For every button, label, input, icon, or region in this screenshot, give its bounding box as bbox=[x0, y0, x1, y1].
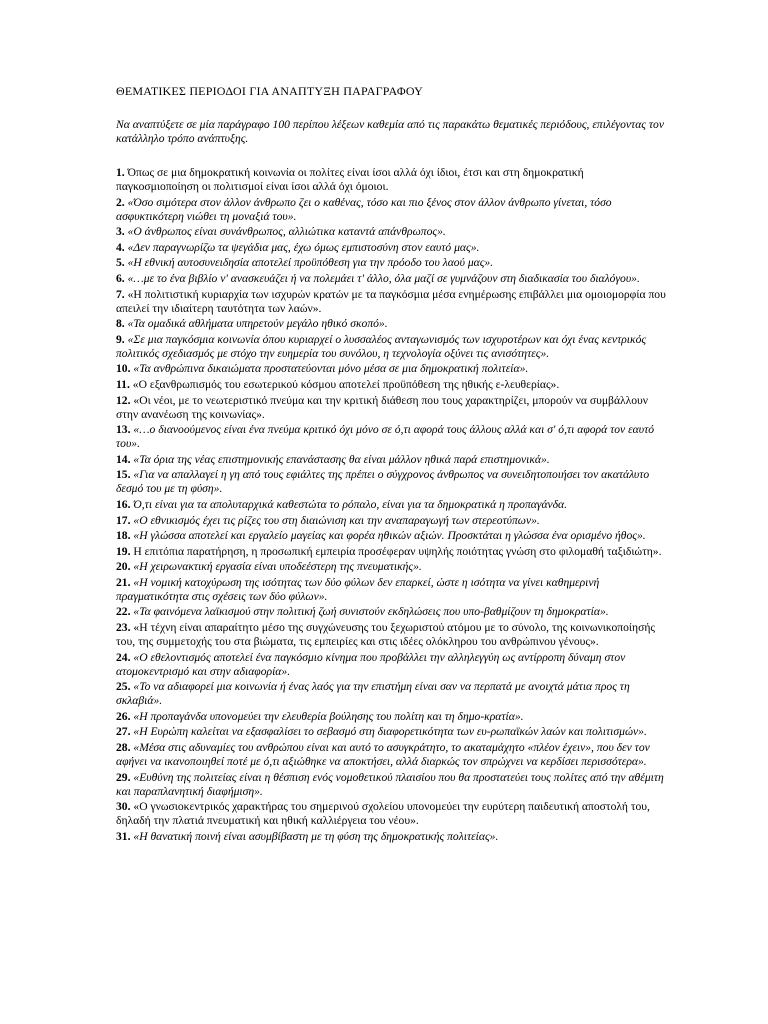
document-instructions: Να αναπτύξετε σε μία παράγραφο 100 περίπου λέξεων καθεμία από τις παρακάτω θεματικές περιόδους, επιλέγοντας τον κατάλληλο τρόπο ανάπτυξης. bbox=[116, 118, 664, 145]
topic-number: 2. bbox=[116, 195, 125, 209]
topic-item bbox=[116, 362, 668, 376]
topic-number: 20. bbox=[116, 560, 131, 574]
topic-text: «Η Ευρώπη καλείται να εξασφαλίσει το σεβασμό στη διαφορετικότητα των ευ-ρωπαϊκών λαών και πολιτισμών». bbox=[133, 725, 647, 739]
topic-item bbox=[116, 741, 668, 769]
topic-item bbox=[116, 394, 668, 422]
topic-text: «Τα ανθρώπινα δικαιώματα προστατεύονται μόνο μέσα σε μια δημοκρατική πολιτεία». bbox=[133, 362, 529, 376]
topic-text: «Τα όρια της νέας επιστημονικής επανάστασης θα είναι μάλλον ηθικά παρά επιστημονικά». bbox=[133, 452, 550, 466]
topic-item bbox=[116, 241, 668, 255]
topic-text: «Η εθνική αυτοσυνειδησία αποτελεί προϋπόθεση για την πρόοδο του λαού μας». bbox=[127, 256, 494, 270]
topic-item bbox=[116, 225, 668, 239]
topic-number: 9. bbox=[116, 332, 125, 346]
topic-item bbox=[116, 514, 668, 528]
topic-text: «Για να απαλλαγεί η γη από τους εφιάλτες της πρέπει ο σύγχρονος άνθρωπος να συνειδητοποιήσει τον ακατάλυτο δεσμό του με τη φύση». bbox=[116, 468, 650, 496]
topic-number: 13. bbox=[116, 423, 131, 437]
topic-number: 26. bbox=[116, 709, 131, 723]
topic-number: 5. bbox=[116, 256, 125, 270]
topic-number: 6. bbox=[116, 271, 125, 285]
topic-text: «Οι νέοι, με το νεωτεριστικό πνεύμα και την κριτική διάθεση που τους χαρακτηρίζει, μπορούν να συμβάλλουν στην ανανέωση της κοινωνίας». bbox=[116, 393, 649, 421]
topic-item bbox=[116, 800, 668, 828]
topic-text: «…με το ένα βιβλίο ν' ανασκευάζει ή να πολεμάει τ' άλλο, όλα μαζί σε γυμνάζουν στη διαδικασία του διαλόγου». bbox=[127, 271, 640, 285]
topic-number: 28. bbox=[116, 741, 131, 755]
topic-text: «Ο άνθρωπος είναι συνάνθρωπος, αλλιώτικα καταντά απάνθρωπος». bbox=[127, 225, 446, 239]
topic-item bbox=[116, 605, 668, 619]
topic-number: 30. bbox=[116, 800, 131, 814]
topic-number: 19. bbox=[116, 544, 131, 558]
topic-item bbox=[116, 317, 668, 331]
topic-number: 8. bbox=[116, 317, 125, 331]
topic-text: «Η τέχνη είναι απαραίτητο μέσο της συγχώνευσης του ξεχωριστού ατόμου με το σύνολο, της κοινωνικοποίησής του, της συμμετοχής του στα βιώματα, τις εμπειρίες και στις ιδέες ολόκληρου του ανθρώπινου γένους». bbox=[116, 621, 655, 649]
topic-number: 29. bbox=[116, 770, 131, 784]
topic-item bbox=[116, 545, 668, 559]
topic-text: «Ο εθνικισμός έχει τις ρίζες του στη διαιώνιση και την αναπαραγωγή των στερεοτύπων». bbox=[133, 513, 540, 527]
topic-item bbox=[116, 560, 668, 574]
topic-number: 31. bbox=[116, 829, 131, 843]
topic-item bbox=[116, 196, 668, 224]
topic-text: «Τα ομαδικά αθλήματα υπηρετούν μεγάλο ηθικό σκοπό». bbox=[127, 317, 388, 331]
topic-item bbox=[116, 621, 668, 649]
topic-item bbox=[116, 272, 668, 286]
topic-text: «Η προπαγάνδα υπονομεύει την ελευθερία βούλησης του πολίτη και τη δημο-κρατία». bbox=[133, 709, 524, 723]
topic-item bbox=[116, 378, 668, 392]
topic-number: 24. bbox=[116, 650, 131, 664]
topic-number: 7. bbox=[116, 287, 125, 301]
topic-number: 3. bbox=[116, 225, 125, 239]
topic-number: 15. bbox=[116, 468, 131, 482]
topic-text: «Η χειρωνακτική εργασία είναι υποδεέστερη της πνευματικής». bbox=[133, 560, 422, 574]
topic-text: «Η πολιτιστική κυριαρχία των ισχυρών κρατών με τα παγκόσμια μέσα ενημέρωσης επιβάλλει μια ομοιομορφία που απειλεί την ιδιαίτερη ταυτότητα των λαών». bbox=[116, 287, 666, 315]
topic-number: 17. bbox=[116, 513, 131, 527]
topic-item bbox=[116, 651, 668, 679]
topic-number: 14. bbox=[116, 452, 131, 466]
topic-text: «…ο διανοούμενος είναι ένα πνεύμα κριτικό όχι μόνο σε ό,τι αφορά τους άλλους αλλά και σ' ό,τι αφορά τον εαυτό του». bbox=[116, 423, 655, 451]
topic-item bbox=[116, 288, 668, 316]
topic-item bbox=[116, 423, 668, 451]
topic-item bbox=[116, 830, 668, 844]
topic-number: 10. bbox=[116, 362, 131, 376]
document-title: ΘΕΜΑΤΙΚΕΣ ΠΕΡΙΟΔΟΙ ΓΙΑ ΑΝΑΠΤΥΞΗ ΠΑΡΑΓΡΑΦΟΥ bbox=[116, 84, 424, 98]
topic-text: Ό,τι είναι για τα απολυταρχικά καθεστώτα το ρόπαλο, είναι για τα δημοκρατικά η προπαγάνδα. bbox=[133, 497, 568, 511]
topic-text: Η επιτόπια παρατήρηση, η προσωπική εμπειρία προσέφεραν υψηλής ποιότητας γνώση στο φιλομαθή ταξιδιώτη». bbox=[133, 544, 662, 558]
topic-item bbox=[116, 725, 668, 739]
topic-number: 11. bbox=[116, 377, 130, 391]
topic-text: «Το να αδιαφορεί μια κοινωνία ή ένας λαός για την επιστήμη είναι σαν να περπατά με ανοιχτά μάτια προς τη σκλαβιά». bbox=[116, 680, 630, 708]
topic-text: «Ο εξανθρωπισμός του εσωτερικού κόσμου αποτελεί προϋπόθεση της ηθικής ε-λευθερίας». bbox=[132, 377, 560, 391]
topic-text: «Η θανατική ποινή είναι ασυμβίβαστη με τη φύση της δημοκρατικής πολιτείας». bbox=[133, 829, 499, 843]
topic-item bbox=[116, 529, 668, 543]
topic-text: «Ευθύνη της πολιτείας είναι η θέσπιση ενός νομοθετικού πλαισίου που θα προστατεύει τους πολίτες από την αθέμιτη και παραπλανητική διαφήμιση». bbox=[116, 770, 664, 798]
topic-item bbox=[116, 453, 668, 467]
topic-item bbox=[116, 333, 668, 361]
topic-number: 1. bbox=[116, 166, 125, 179]
topic-number: 18. bbox=[116, 529, 131, 543]
topic-item bbox=[116, 771, 668, 799]
topic-text: «Ο γνωσιοκεντρικός χαρακτήρας του σημερινού σχολείου υπονομεύει την ευρύτερη παιδευτική αποστολή του, δηλαδή την πλατιά πνευματική και ηθική καλλιέργεια του νέου». bbox=[116, 800, 650, 828]
topic-number: 22. bbox=[116, 605, 131, 619]
topic-number: 4. bbox=[116, 240, 125, 254]
topic-text: «Τα φαινόμενα λαϊκισμού στην πολιτική ζωή συνιστούν εκδηλώσεις που υπο-βαθμίζουν τη δημοκρατία». bbox=[133, 605, 609, 619]
topic-list bbox=[116, 166, 668, 844]
topic-text: «Σε μια παγκόσμια κοινωνία όπου κυριαρχεί ο λυσσαλέος ανταγωνισμός των ισχυροτέρων και όχι ένας κεντρικός πολιτικός σχεδιασμός με στόχο την ευημερία του συνόλου, η τεχνολογία οξύνει τις ανισότητες». bbox=[116, 332, 647, 360]
topic-text: «Μέσα στις αδυναμίες του ανθρώπου είναι και αυτό το ασυγκράτητο, το ακαταμάχητο «πλέον έχειν», που δεν τον αφήνει να ικανοποιηθεί ποτέ με ό,τι αξιώθηκε να αποκτήσει, αλλά διαρκώς τον σπρώχνει να κερδίσει περισσότερα». bbox=[116, 741, 650, 769]
topic-text: «Ο εθελοντισμός αποτελεί ένα παγκόσμιο κίνημα που προβάλλει την αλληλεγγύη ως αντίρροπη δύναμη στον ατομοκεντρισμό και στην αδιαφορία». bbox=[116, 650, 626, 678]
topic-text: «Η γλώσσα αποτελεί και εργαλείο μαγείας και φορέα ηθικών αξιών. Προσκτάται η γλώσσα ένα ορισμένο ήθος». bbox=[133, 529, 646, 543]
topic-number: 27. bbox=[116, 725, 131, 739]
topic-number: 25. bbox=[116, 680, 131, 694]
topic-item bbox=[116, 498, 668, 512]
topic-text: «Δεν παραγνωρίζω τα ψεγάδια μας, έχω όμως εμπιστοσύνη στον εαυτό μας». bbox=[127, 240, 480, 254]
topic-text: Όπως σε μια δημοκρατική κοινωνία οι πολίτες είναι ίσοι αλλά όχι ίδιοι, έτσι και στη δημοκρατική παγκοσμιοποίηση οι πολιτισμοί είναι ίσοι αλλά όχι όμοιοι. bbox=[116, 166, 584, 193]
topic-item bbox=[116, 256, 668, 270]
topic-number: 23. bbox=[116, 621, 131, 635]
topic-text: «Η νομική κατοχύρωση της ισότητας των δύο φύλων δεν επαρκεί, ώστε η ισότητα να γίνει καθημερινή πραγματικότητα στις σχέσεις των δύο φύλων». bbox=[116, 575, 600, 603]
topic-item bbox=[116, 468, 668, 496]
topic-item bbox=[116, 680, 668, 708]
topic-number: 21. bbox=[116, 575, 131, 589]
topic-item bbox=[116, 166, 668, 194]
topic-number: 12. bbox=[116, 393, 131, 407]
topic-item bbox=[116, 710, 668, 724]
topic-number: 16. bbox=[116, 497, 131, 511]
topic-text: «Όσο σιμότερα στον άλλον άνθρωπο ζει ο καθένας, τόσο και πιο ξένος στον άλλον άνθρωπο γίνεται, τόσο ασφυκτικότερη νιώθει τη μοναξιά του». bbox=[116, 195, 612, 223]
topic-item bbox=[116, 576, 668, 604]
